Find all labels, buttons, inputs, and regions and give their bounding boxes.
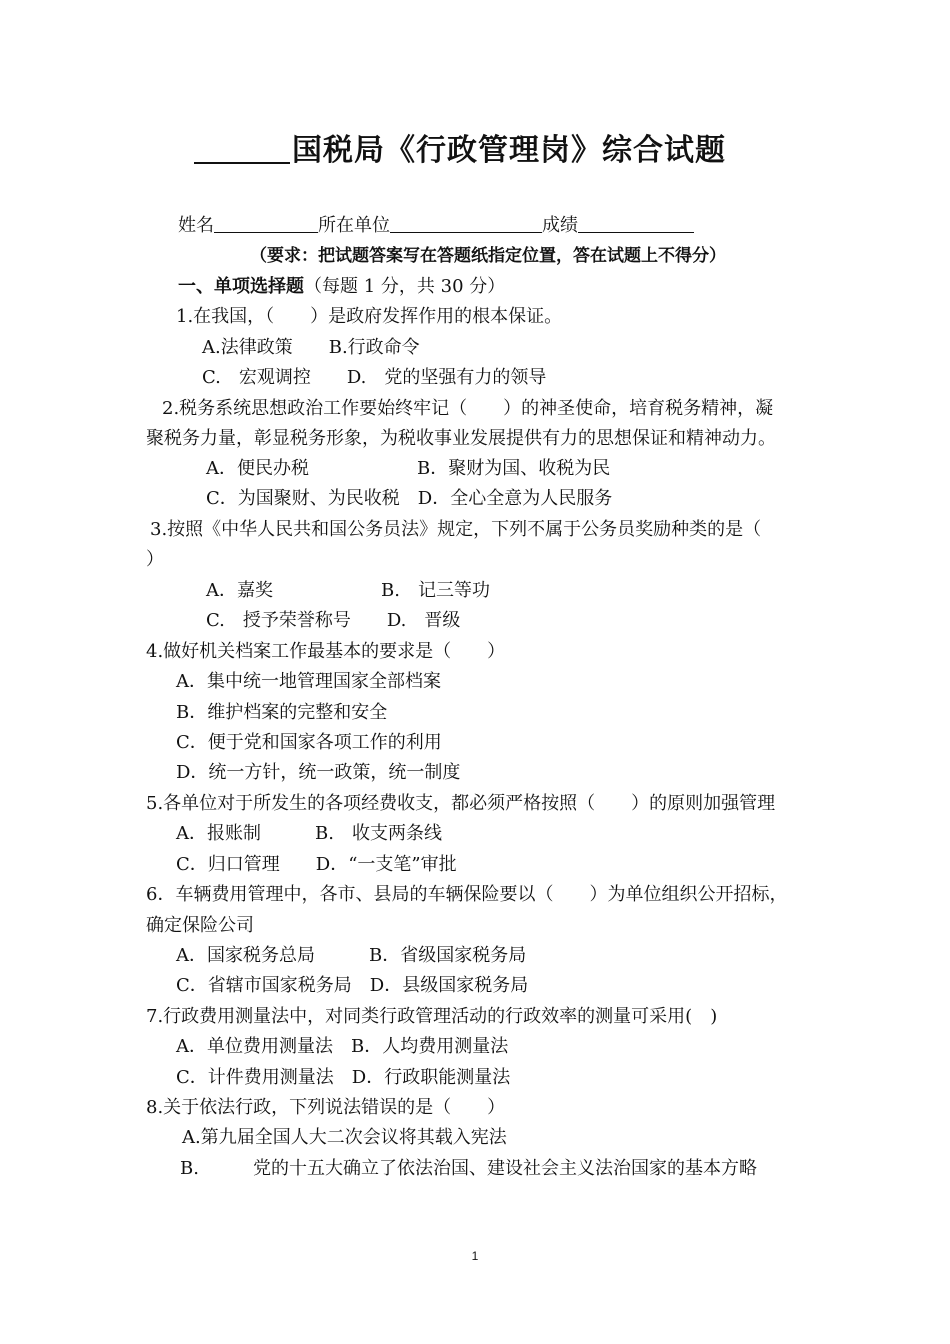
question-6-options-1: A．国家税务总局 B．省级国家税务局 [176,945,527,966]
question-4-option-b: B．维护档案的完整和安全 [176,702,388,723]
question-2-options-1: A．便民办税 B．聚财为国、收税为民 [206,458,611,479]
name-blank [214,214,318,233]
question-4-option-a: A．集中统一地管理国家全部档案 [176,671,441,692]
question-7-options-2: C．计件费用测量法 D．行政职能测量法 [176,1067,511,1088]
question-3-options-1: A．嘉奖 B. 记三等功 [206,580,490,601]
question-5-options-1: A．报账制 B. 收支两条线 [176,823,442,844]
question-3-stem-1: 3.按照《中华人民共和国公务员法》规定，下列不属于公务员奖励种类的是（ [150,519,762,540]
unit-label: 所在单位 [318,215,390,236]
section-heading [178,275,505,299]
page-number: 1 [471,1249,479,1263]
section-title: 一、单项选择题 [178,276,304,297]
info-line [178,214,694,238]
question-4-option-d: D．统一方针，统一政策，统一制度 [176,762,461,783]
question-2-stem-1: 2.税务系统思想政治工作要始终牢记（ ）的神圣使命，培育税务精神，凝 [162,398,774,419]
unit-blank [390,214,542,233]
question-3-stem-2: ） [146,549,164,570]
question-8-option-a: A.第九届全国人大二次会议将其载入宪法 [182,1127,507,1148]
question-5-options-2: C．归口管理 D．“一支笔”审批 [176,854,457,875]
question-4-stem: 4.做好机关档案工作最基本的要求是（ ） [146,641,506,662]
question-6-options-2: C．省辖市国家税务局 D．县级国家税务局 [176,975,529,996]
question-2-options-2: C．为国聚财、为民收税 D．全心全意为人民服务 [206,488,613,509]
exam-title [0,131,920,171]
question-5-stem: 5.各单位对于所发生的各项经费收支，都必须严格按照（ ）的原则加强管理 [146,793,776,814]
exam-title-text: 国税局《行政管理岗》综合试题 [292,133,726,168]
section-note: （每题 1 分，共 30 分） [304,276,506,297]
question-2-stem-2: 聚税务力量，彰显税务形象，为税收事业发展提供有力的思想保证和精神动力。 [146,428,776,449]
question-7-options-1: A．单位费用测量法 B．人均费用测量法 [176,1036,509,1057]
question-4-option-c: C．便于党和国家各项工作的利用 [176,732,442,753]
score-label: 成绩 [542,215,578,236]
question-6-stem-2: 确定保险公司 [146,915,254,936]
question-7-stem: 7.行政费用测量法中，对同类行政管理活动的行政效率的测量可采用( ) [146,1006,718,1027]
name-label: 姓名 [178,215,214,236]
question-8-stem: 8.关于依法行政，下列说法错误的是（ ） [146,1097,506,1118]
question-1-options-2: C. 宏观调控 D. 党的坚强有力的领导 [202,367,547,388]
question-1-options-1: A.法律政策 B.行政命令 [202,337,420,358]
score-blank [578,214,694,233]
question-3-options-2: C. 授予荣誉称号 D. 晋级 [206,610,461,631]
question-1-stem: 1.在我国，（ ）是政府发挥作用的根本保证。 [176,306,563,327]
question-6-stem-1: 6．车辆费用管理中，各市、县局的车辆保险要以（ ）为单位组织公开招标， [146,884,788,905]
question-8-option-b: B. 党的十五大确立了依法治国、建设社会主义法治国家的基本方略 [180,1158,757,1179]
requirement-note: （要求：把试题答案写在答题纸指定位置，答在试题上不得分） [250,246,726,266]
region-blank [194,132,290,164]
